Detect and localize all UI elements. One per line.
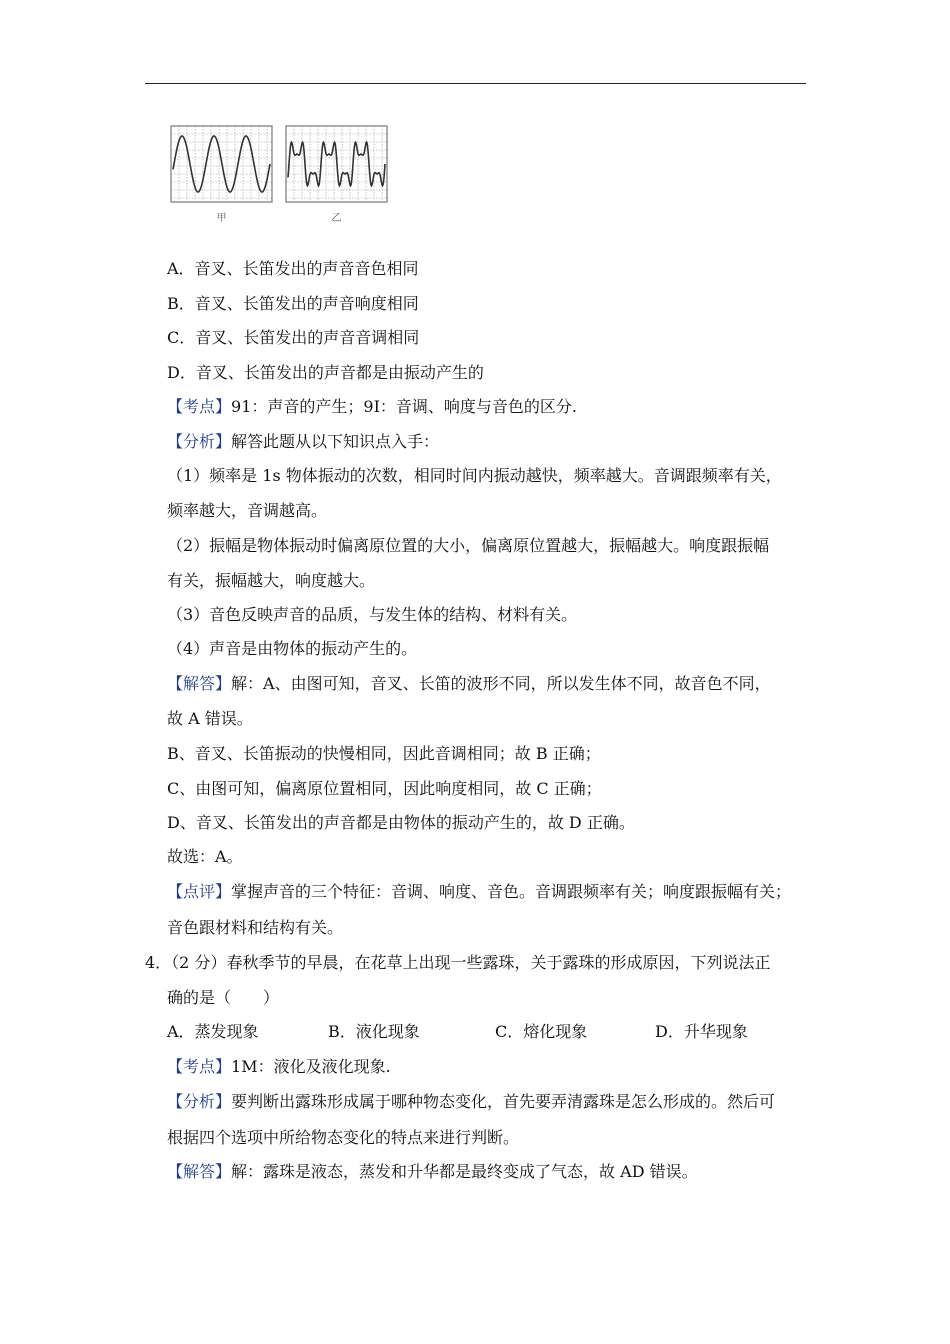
jieda-continuation: 故 A 错误。 bbox=[167, 709, 253, 728]
kaodian-text: 91：声音的产生；9I：音调、响度与音色的区分. bbox=[231, 397, 577, 416]
q4-fenxi-line bbox=[167, 1091, 775, 1113]
q4-jieda-text: 解：露珠是液态，蒸发和升华都是最终变成了气态，故 AD 错误。 bbox=[231, 1162, 698, 1181]
waveform-panel-left bbox=[170, 125, 273, 203]
bracket-close: 】 bbox=[215, 882, 232, 901]
bracket-close: 】 bbox=[215, 1057, 232, 1076]
figure-label-right: 乙 bbox=[331, 213, 342, 224]
q4-kaodian-line bbox=[167, 1056, 391, 1078]
option-d: D．音叉、长笛发出的声音都是由振动产生的 bbox=[167, 363, 484, 382]
question-4-stem: 4．（2 分）春秋季节的早晨，在花草上出现一些露珠，关于露珠的形成原因，下列说法正 bbox=[145, 953, 771, 972]
q4-jieda-tag: 解答 bbox=[183, 1162, 216, 1181]
q4-option-d: D．升华现象 bbox=[655, 1022, 748, 1041]
dianping-tag: 点评 bbox=[183, 882, 216, 901]
bracket-close: 】 bbox=[215, 674, 232, 693]
kaodian-tag: 考点 bbox=[183, 397, 216, 416]
header-rule bbox=[145, 83, 806, 84]
bracket-open: 【 bbox=[167, 432, 184, 451]
bracket-open: 【 bbox=[167, 882, 184, 901]
kaodian-line bbox=[167, 396, 577, 418]
option-b: B．音叉、长笛发出的声音响度相同 bbox=[167, 294, 419, 313]
fenxi-text: 解答此题从以下知识点入手： bbox=[231, 432, 440, 451]
q4-option-b: B．液化现象 bbox=[328, 1022, 420, 1041]
jieda-continuation: 故选：A。 bbox=[167, 847, 243, 866]
flute-wave bbox=[288, 142, 385, 185]
bracket-open: 【 bbox=[167, 1092, 184, 1111]
fenxi-line bbox=[167, 431, 439, 453]
bracket-open: 【 bbox=[167, 1162, 184, 1181]
figure-label-left: 甲 bbox=[216, 213, 227, 224]
option-a: A．音叉、长笛发出的声音音色相同 bbox=[167, 259, 419, 278]
bracket-open: 【 bbox=[167, 674, 184, 693]
bracket-close: 】 bbox=[215, 397, 232, 416]
point-line: （1）频率是 1s 物体振动的次数，相同时间内振动越快，频率越大。音调跟频率有关， bbox=[167, 466, 782, 485]
q4-fenxi-tag: 分析 bbox=[183, 1092, 216, 1111]
jieda-continuation: D、音叉、长笛发出的声音都是由物体的振动产生的，故 D 正确。 bbox=[167, 813, 635, 832]
bracket-close: 】 bbox=[215, 1162, 232, 1181]
waveform-left bbox=[170, 125, 273, 203]
q4-kaodian-tag: 考点 bbox=[183, 1057, 216, 1076]
dianping-line bbox=[167, 881, 791, 903]
question-4-stem-continuation: 确的是（ ） bbox=[167, 988, 280, 1007]
point-line: （3）音色反映声音的品质，与发生体的结构、材料有关。 bbox=[167, 605, 578, 624]
q4-option-a: A．蒸发现象 bbox=[167, 1022, 259, 1041]
point-line: （2）振幅是物体振动时偏离原位置的大小，偏离原位置越大，振幅越大。响度跟振幅 bbox=[167, 536, 770, 555]
q4-fenxi-continuation: 根据四个选项中所给物态变化的特点来进行判断。 bbox=[167, 1128, 520, 1147]
dianping-text: 掌握声音的三个特征：音调、响度、音色。音调跟频率有关；响度跟振幅有关； bbox=[231, 882, 792, 901]
option-c: C．音叉、长笛发出的声音音调相同 bbox=[167, 328, 420, 347]
jieda-text: 解：A、由图可知，音叉、长笛的波形不同，所以发生体不同，故音色不同， bbox=[231, 674, 771, 693]
q4-fenxi-text: 要判断出露珠形成属于哪种物态变化，首先要弄清露珠是怎么形成的。然后可 bbox=[231, 1092, 776, 1111]
jieda-continuation: B、音叉、长笛振动的快慢相同，因此音调相同；故 B 正确； bbox=[167, 744, 601, 763]
point-line: 有关，振幅越大，响度越大。 bbox=[167, 571, 376, 590]
jieda-continuation: C、由图可知，偏离原位置相同，因此响度相同，故 C 正确； bbox=[167, 779, 602, 798]
waveform-right bbox=[285, 125, 388, 203]
jieda-line bbox=[167, 673, 771, 695]
point-line: （4）声音是由物体的振动产生的。 bbox=[167, 639, 418, 658]
bracket-close: 】 bbox=[215, 432, 232, 451]
q4-option-c: C．熔化现象 bbox=[495, 1022, 588, 1041]
bracket-open: 【 bbox=[167, 397, 184, 416]
q4-jieda-line bbox=[167, 1161, 698, 1183]
point-line: 频率越大，音调越高。 bbox=[167, 501, 328, 520]
bracket-open: 【 bbox=[167, 1057, 184, 1076]
bracket-close: 】 bbox=[215, 1092, 232, 1111]
q4-kaodian-text: 1M：液化及液化现象. bbox=[231, 1057, 391, 1076]
waveform-panel-right bbox=[285, 125, 388, 203]
tuning-fork-wave bbox=[173, 136, 270, 192]
jieda-tag: 解答 bbox=[183, 674, 216, 693]
dianping-continuation: 音色跟材料和结构有关。 bbox=[167, 918, 344, 937]
fenxi-tag: 分析 bbox=[183, 432, 216, 451]
